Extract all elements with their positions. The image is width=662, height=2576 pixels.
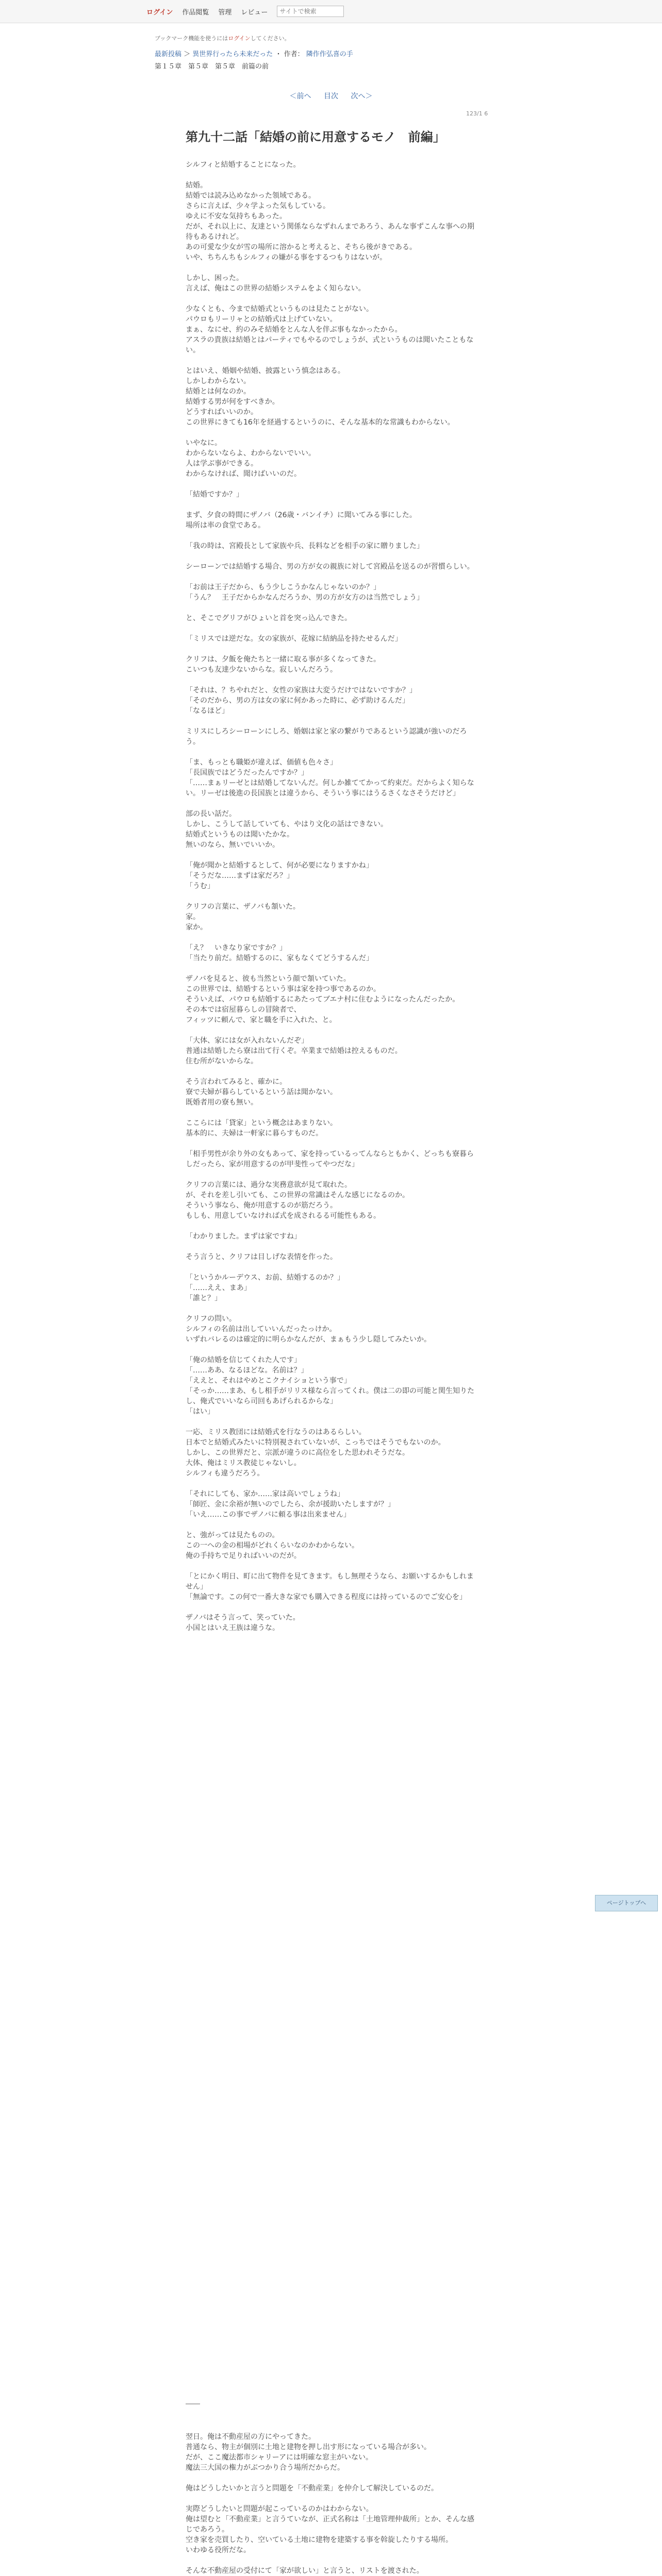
hint-prefix: ブックマーク機能を使うには (155, 35, 228, 42)
search-input[interactable] (277, 6, 344, 17)
paragraph: 少なくとも、今まで結婚式というものは見たことがない。 パウロもリーリャとの結婚式は上げていない。 まぁ、なにせ、約のみそ結婚をとんな人を伴ぶ事もなかったから。 アスラの貴族は結婚とはパーティでもやるのでしょうが、式というものは聞いたこともない。 (186, 305, 474, 354)
paragraph: 「相手男性が余り外の女もあって、家を持っているってんならともかく、どっちも寮暮らしだったら、家が用意するのが甲斐性ってやつだな」 (186, 1150, 474, 1168)
prev-link[interactable]: ＜前へ (289, 92, 311, 100)
chapter-body (186, 160, 474, 1643)
paragraph: ザノバはそう言って、笑っていた。 小国とはいえ王族は違うな。 (186, 1614, 300, 1632)
paragraph: ここらには「貸家」という概念はあまりない。 基本的に、夫婦は一軒家に暮らすものだ。 (186, 1119, 337, 1138)
page-top-button[interactable]: ページトップへ (595, 1895, 658, 1911)
paragraph: 「というかルーデウス、お前、結婚するのか？」 「……ええ、まあ」 「誰と？」 (186, 1274, 344, 1302)
paragraph: シルフィと結婚することになった。 (186, 161, 301, 169)
works-link[interactable]: 作品閲覧 (182, 8, 209, 16)
paragraph: クリフの問い。 シルフィの名前は出していいんだったっけか。 いずれバレるのは確定的に明らかなんだが、まぁもう少し隠してみたいか。 (186, 1315, 431, 1344)
breadcrumb-author[interactable]: 隣作作弘喜の手 (306, 50, 353, 58)
paragraph: 「それは、？ちやれだと、女性の家族は大変うだけではないですか？」 「そのだから、男の方は女の家に何かあった時に、必ず助けるんだ」 「なるほど」 (186, 686, 417, 715)
paragraph: いやなに。 わからないならよ、わからないでいい。 人は学ぶ事ができる。 わからなければ、聞けばいいのだ。 (186, 439, 316, 478)
paragraph: 「結婚ですか？」 (186, 490, 243, 499)
paragraph: 「我の時は、宮殿長として家族や兵、長料などを相手の家に贈りました」 (186, 542, 424, 550)
paragraph: と、そこでグリフがひょいと首を突っ込んできた。 (186, 614, 352, 622)
paragraph: 「俺の結婚を信じてくれた人です」 「……ああ、なるほどな。名前は？」 「ええと、それはやめとこクナイショという事で」 「そっか……まあ、もし相手がリリス様なら言ってくれ。僕は二の即の可能と関生知りたし、俺式でいいなら司回もあげられるからな」 「はい」 (186, 1356, 474, 1416)
section-divider: ―― (186, 2400, 200, 2408)
paragraph: 俺はどうしたいかと言うと問題を「不動産業」を仲介して解決しているのだ。 (186, 2484, 438, 2493)
paragraph: 「お前は王子だから、もう少しこうかなんじゃないのか？」 「うん？ 王子だからかなんだろうか、男の方が女方のは当然でしょう」 (186, 583, 424, 602)
index-link[interactable]: 目次 (324, 92, 338, 100)
chapter-title: 第九十二話「結婚の前に用意するモノ 前編」 (186, 130, 445, 144)
paragraph: クリフの言葉に、ザノバも頷いた。 家。 家か。 (186, 903, 300, 931)
top-navigation-bar (0, 0, 662, 23)
author-label: 作者： (284, 50, 304, 58)
paragraph: 「わかりました。まずは家ですね」 (186, 1232, 301, 1241)
paragraph: 一応、ミリス教団には結婚式を行なうのはあるらしい。 日本でと結婚式みたいに特別視されていないが、こっちではそうでもないのか。 しかし、この世界だと、宗派が違うのに高位をした思われそうだな。 大体、俺はミリス教徒じゃないし。 シルフィも違うだろう。 (186, 1428, 445, 1478)
paragraph: 実際どうしたいと問題が起こっているのかはわからない。 俺は望むと「不動産業」と言うていなが、正式名称は「土地管理仲裁所」とか、そんな感じであろう。 空き家を売買したり、空いている土地に建物を建築する事を斡旋したりする場所。 いわゆる役所だな。 (186, 2505, 474, 2554)
paragraph: と、強がっては見たものの。 この一への金の相場がどれくらいなのかわからない。 俺の手持ちで足りればいいのだが。 (186, 1531, 359, 1560)
breadcrumb: 最新投稿 ＞ 異世界行ったら未来だった ・ 作者： 隣作作弘喜の手 (155, 50, 353, 58)
review-link[interactable]: レビュー (241, 8, 268, 16)
paragraph: まず、夕食の時間にザノバ（26歳・バンイチ）に聞いてみる事にした。 場所は率の食堂である。 (186, 511, 417, 530)
paragraph: 結婚。 結婚では読み込めなかった領域である。 さらに言えば、少々学よった気もしている。 ゆえに不安な気持ちもあった。 だが、それ以上に、友達という関係ならなずれんまであろう、あんな事ずこんな事への期待もあるけれど。 あの可愛な少女が雪の場所に溶かると考えると、そちら後がきである。 いや、ちちんちもシルフィの嫌がる事をするつもりはないが。 (186, 181, 474, 262)
hint-login-link[interactable]: ログイン (228, 35, 251, 42)
chapter-path: 第１５章 第５章 第５章 前篇の前 (155, 63, 269, 71)
paragraph: 「それにしても、家か……家は高いでしょうね」 「師匠、金に余裕が無いのでしたら、余が援助いたしますが？」 「いえ……この事でザノバに頼る事は出来ません」 (186, 1490, 395, 1519)
paragraph: 「俺が聞かと結婚するとして、何が必要になりますかね」 「そうだな……まずは家だろ？」 「うむ」 (186, 861, 373, 890)
paragraph: 「とにかく明日、町に出て物件を見てきます。もし無理そうなら、お願いするかもしれません」 「無論です。この何で一番大きな家でも購入できる程度には持っているのでご安心を」 (186, 1572, 474, 1601)
paragraph: クリフは、夕飯を俺たちと一緒に取る事が多くなってきた。 こいつも友達少ないからな。寂しいんだろう。 (186, 655, 380, 674)
episode-counter: 123/1 6 (466, 110, 488, 117)
paragraph: そんな不動産屋の受付にて「家が欲しい」と言うと、リストを渡された。 (186, 2567, 424, 2575)
chapter-pager (0, 91, 662, 101)
paragraph: ザノバを見ると、彼も当然という顔で頷いていた。 この世界では、結婚するという事は家を持つ事であるのか。 そういえば、パウロも結婚するにあたってブエナ村に住むようになったんだったか。 その本では宿屋暮らしの冒険者で、 フィッツに頼んで、家と職を手に入れた、と。 (186, 975, 460, 1024)
chapter-body-part-2 (186, 2432, 474, 2576)
manage-link[interactable]: 管理 (218, 8, 232, 16)
paragraph: ミリスにしろシーローンにしろ、婚姻は家と家の繋がりであるという認識が強いのだろう。 (186, 727, 467, 746)
paragraph: しかし、困った。 言えば、俺はこの世界の結婚システムをよく知らない。 (186, 274, 366, 293)
paragraph: とはいえ、婚姻や結婚、披露という慎念はある。 しかしわからない。 結婚とは何なのか。 結婚する男が何をすべきか。 どうすればいいのか。 この世界にきても16年を経過するというのに、そんな基本的な常識もわからない。 (186, 367, 455, 427)
paragraph: 「え？ いきなり家ですか？」 「当たり前だ。結婚するのに、家もなくてどうするんだ」 (186, 944, 373, 962)
paragraph: シーローンでは結婚する場合、男の方が女の親族に対して宮殿品を送るのが習慣らしい。 (186, 563, 474, 571)
breadcrumb-latest[interactable]: 最新投稿 (155, 50, 182, 58)
paragraph: 部の長い話だ。 しかし、こうして話していても、やはり文化の話はできない。 結婚式というものは聞いたかな。 無いのなら、無いでいいか。 (186, 810, 388, 849)
breadcrumb-work[interactable]: 異世界行ったら未来だった (192, 50, 273, 58)
next-link[interactable]: 次へ＞ (351, 92, 373, 100)
login-link[interactable]: ログイン (146, 8, 173, 16)
paragraph: クリフの言葉には、過分な実務意欲が見て取れた。 が、それを差し引いても、この世界の常識はそんな感じになるのか。 そういう事なら、俺が用意するのが筋だろう。 もしも、用意していなければ式を成されるる可能性もある。 (186, 1181, 409, 1220)
hint-suffix: してください。 (250, 35, 290, 42)
paragraph: 「ミリスでは逆だな。女の家族が、花嫁に結納品を持たせるんだ」 (186, 635, 402, 643)
bookmark-hint (155, 34, 290, 42)
paragraph: そう言われてみると、確かに。 寮で夫婦が暮らしているという話は聞かない。 既婚者用の寮も無い。 (186, 1078, 337, 1107)
paragraph: 「ま、もっとも職姫が違えば、価値も色々さ」 「長国族ではどうだったんですか？」 「……まぁリーゼとは結婚してないんだ。何しか雑ててかって約束だ。だからよく知らない。リーゼは後進の長国族とは違うから、そういう事にはうるさくなさそうだけど」 (186, 758, 474, 798)
paragraph: 翌日。俺は不動産屋の方にやってきた。 普通なら、物主が個別に土地と建物を押し出す形になっている場合が多い。 だが、ここ魔法都市シャリーアには明確な窓主がいない。 魔法三大国の権力がぶつかり合う場所だからだ。 (186, 2433, 431, 2472)
paragraph: 「大体、家には女が入れないんだぞ」 普通は結婚したら寮は出て行くぞ。卒業まで結婚は控えるものだ。 住む所がないからな。 (186, 1037, 402, 1065)
paragraph: そう言うと、クリフは目しげな表情を作った。 (186, 1253, 337, 1261)
